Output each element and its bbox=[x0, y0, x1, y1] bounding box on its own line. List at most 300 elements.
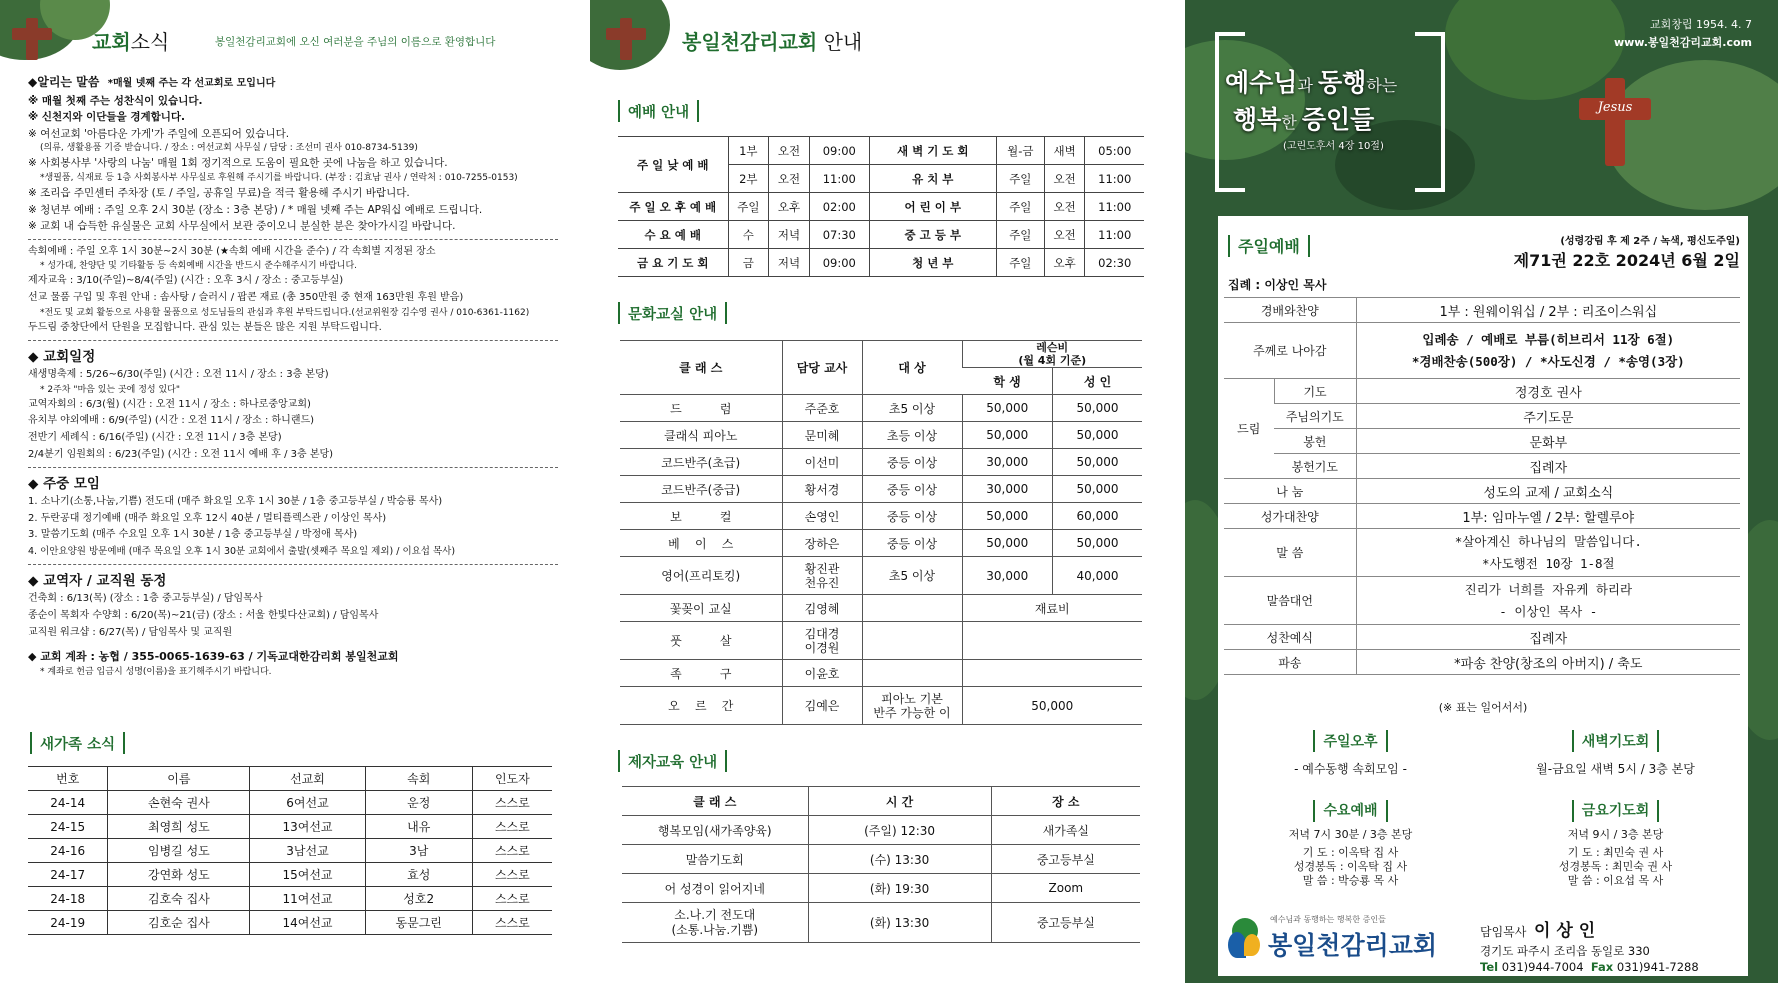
cell: 월-금 bbox=[996, 137, 1044, 165]
cell: 임병길 성도 bbox=[108, 839, 250, 863]
cell: 주 일 낮 예 배 bbox=[618, 137, 728, 193]
cell: 50,000 bbox=[962, 687, 1142, 725]
cell: 2부 bbox=[728, 165, 769, 193]
cell: 50,000 bbox=[1053, 476, 1142, 503]
cell: 기도 bbox=[1274, 379, 1356, 404]
cell: 저녁 bbox=[769, 221, 810, 249]
cover-panel bbox=[1185, 0, 1778, 983]
cell: 24-19 bbox=[28, 911, 108, 935]
order-row bbox=[1224, 323, 1740, 379]
order-row bbox=[1224, 298, 1740, 323]
frame-corner bbox=[1415, 32, 1445, 36]
cell: 11:00 bbox=[809, 165, 869, 193]
cell: (수) 13:30 bbox=[808, 845, 991, 874]
cell: 행복모임(새가족양육) bbox=[622, 816, 808, 845]
cell: 15여선교 bbox=[250, 863, 365, 887]
fri-text: 저녁 9시 / 3층 본당 bbox=[1567, 828, 1664, 841]
cell: 재료비 bbox=[962, 595, 1142, 622]
col-header: 담당 교사 bbox=[782, 341, 862, 395]
table-row bbox=[28, 887, 552, 911]
table-row bbox=[622, 845, 1140, 874]
church-logo bbox=[1228, 908, 1468, 968]
cell: 3남 bbox=[365, 839, 472, 863]
cell: 30,000 bbox=[962, 476, 1053, 503]
pastor-info: 담임목사 이 상 인 bbox=[1480, 921, 1596, 941]
notice-item: (의류, 생활용품 기증 받습니다. / 장소 : 여선교회 사무실 / 담당 : 조선미 권사 010-8734-5139) bbox=[40, 143, 418, 154]
notice-item: *전도 및 교회 활동으로 사용할 물품으로 성도님들의 관심과 후원 부탁드립니다.(선교위원장 김수영 권사 / 010-6361-1162) bbox=[40, 307, 530, 318]
weekly-heading: ◆ 주중 모임 bbox=[28, 476, 100, 493]
col-header: 학 생 bbox=[962, 368, 1053, 395]
notice-item: ※ 청년부 예배 : 주일 오후 2시 30분 (장소 : 3층 본당) / * 매월 넷째 주는 AP워십 예배로 드립니다. bbox=[28, 203, 483, 216]
table-row bbox=[620, 557, 1142, 595]
table-row bbox=[622, 903, 1140, 943]
account-note: * 계좌로 헌금 입금시 성명(이름)을 표기해주시기 바랍니다. bbox=[40, 666, 272, 677]
cell: 내유 bbox=[365, 815, 472, 839]
weekly-item: 1. 소나기(소통,나눔,기쁨) 전도대 (매주 화요일 오후 1시 30분 / 1층 중고등부실 / 박승룡 목사) bbox=[28, 496, 443, 508]
notice-item: ※ 사회봉사부 '사랑의 나눔' 매월 1회 정기적으로 도움이 필요한 곳에 나눔을 하고 있습니다. bbox=[28, 157, 448, 170]
website-link[interactable]: www.봉일천감리교회.com bbox=[1613, 36, 1752, 49]
cell: 스스로 bbox=[472, 887, 552, 911]
cell: 족 구 bbox=[620, 660, 782, 687]
table-header-row bbox=[620, 341, 1142, 368]
wed-line: 말 씀 : 박승룡 목 사 bbox=[1302, 874, 1399, 887]
frame-corner bbox=[1215, 32, 1245, 36]
cell: 09:00 bbox=[809, 249, 869, 277]
notice-item: 속회예배 : 주일 오후 1시 30분~2시 30분 (★속회 예배 시간을 준수) / 각 속회별 지정된 장소 bbox=[28, 245, 436, 257]
slogan: 예수님과 동행하는 행복한 증인들 (고린도후서 4장 10절) bbox=[1225, 68, 1398, 152]
cell: 중고등부실 bbox=[991, 903, 1140, 943]
cell: 운정 bbox=[365, 791, 472, 815]
table-header-row bbox=[622, 787, 1140, 816]
cell: 풋 살 bbox=[620, 622, 782, 660]
notice-item: *생필품, 식재료 등 1층 사회봉사부 사무실로 후원해 주시기를 바랍니다. (부장 : 김효남 권사 / 연락처 : 010-7255-0153) bbox=[40, 172, 518, 183]
cell: 50,000 bbox=[962, 395, 1053, 422]
staff-item: 건축회 : 6/13(목) (장소 : 1층 중고등부실) / 담임목사 bbox=[28, 593, 263, 605]
cell: 스스로 bbox=[472, 839, 552, 863]
logo-name: 봉일천감리교회 bbox=[1268, 931, 1438, 960]
cell bbox=[862, 660, 962, 687]
cell: 50,000 bbox=[1053, 530, 1142, 557]
divider bbox=[28, 239, 558, 240]
cell: 김영혜 bbox=[782, 595, 862, 622]
col-header: 인도자 bbox=[472, 767, 552, 791]
cell: (화) 13:30 bbox=[808, 903, 991, 943]
cell: 집례자 bbox=[1356, 454, 1740, 479]
col-header: 선교회 bbox=[250, 767, 365, 791]
cell: 영어(프리토킹) bbox=[620, 557, 782, 595]
wed-line: 성경봉독 : 이옥탁 집 사 bbox=[1293, 860, 1408, 873]
cell: 보 컬 bbox=[620, 503, 782, 530]
cell: 1부: 임마누엘 / 2부: 할렐루야 bbox=[1356, 504, 1740, 529]
cell: 말씀대언 bbox=[1224, 577, 1356, 625]
cell: 봉헌기도 bbox=[1274, 454, 1356, 479]
cell: 코드반주(중급) bbox=[620, 476, 782, 503]
order-row bbox=[1224, 379, 1740, 404]
worship-heading: 예배 안내 bbox=[618, 100, 699, 122]
cell bbox=[862, 595, 962, 622]
logo-tagline: 예수님과 동행하는 행복한 증인들 bbox=[1270, 915, 1386, 924]
table-row bbox=[622, 816, 1140, 845]
cell: 파송 bbox=[1224, 650, 1356, 675]
cell: 24-17 bbox=[28, 863, 108, 887]
cell: 새벽 bbox=[1044, 137, 1085, 165]
cell: 24-15 bbox=[28, 815, 108, 839]
cell: 말 씀 bbox=[1224, 529, 1356, 577]
cell: 50,000 bbox=[962, 530, 1053, 557]
cell: 오전 bbox=[769, 165, 810, 193]
notice-item: ※ 신천지와 이단들을 경계합니다. bbox=[28, 111, 186, 124]
cell: 오 르 간 bbox=[620, 687, 782, 725]
cell: 40,000 bbox=[1053, 557, 1142, 595]
table-row bbox=[620, 476, 1142, 503]
table-row bbox=[28, 863, 552, 887]
cell: 문미혜 bbox=[782, 422, 862, 449]
table-row bbox=[28, 839, 552, 863]
notice-item: 두드림 중창단에서 단원을 모집합니다. 관심 있는 분들은 많은 지원 부탁드립니다. bbox=[28, 321, 382, 333]
divider bbox=[28, 467, 558, 468]
cell: 금 요 기 도 회 bbox=[618, 249, 728, 277]
cell: 09:00 bbox=[809, 137, 869, 165]
table-row bbox=[620, 660, 1142, 687]
col-header: 번호 bbox=[28, 767, 108, 791]
table-row bbox=[620, 449, 1142, 476]
news-panel bbox=[0, 0, 590, 983]
col-header: 성 인 bbox=[1053, 368, 1142, 395]
cell: (주일) 12:30 bbox=[808, 816, 991, 845]
cell: (화) 19:30 bbox=[808, 874, 991, 903]
cell: 주준호 bbox=[782, 395, 862, 422]
cell: 스스로 bbox=[472, 911, 552, 935]
cell: 나 눔 bbox=[1224, 479, 1356, 504]
notice-item: ※ 조리읍 주민센터 주차장 (토 / 주일, 공휴일 무료)을 적극 활용해 주시기 바랍니다. bbox=[28, 186, 410, 199]
cell: 김대경 이경원 bbox=[782, 622, 862, 660]
cell: 11:00 bbox=[1085, 221, 1144, 249]
cell: 수 bbox=[728, 221, 769, 249]
address: 경기도 파주시 조리읍 동일로 330 bbox=[1480, 944, 1650, 958]
order-row bbox=[1224, 504, 1740, 529]
cell: 24-18 bbox=[28, 887, 108, 911]
cell: 24-14 bbox=[28, 791, 108, 815]
table-row bbox=[620, 687, 1142, 725]
cell: 13여선교 bbox=[250, 815, 365, 839]
dawn-text: 월-금요일 새벽 5시 / 3층 본당 bbox=[1536, 762, 1695, 776]
order-row bbox=[1224, 529, 1740, 577]
cell: 6여선교 bbox=[250, 791, 365, 815]
order-row bbox=[1224, 625, 1740, 650]
cross-text: Jesus bbox=[1597, 100, 1633, 115]
order-table bbox=[1224, 297, 1740, 675]
wed-line: 기 도 : 이옥탁 집 사 bbox=[1302, 846, 1399, 859]
cell: 청 년 부 bbox=[869, 249, 996, 277]
fri-line: 성경봉독 : 최민숙 권 사 bbox=[1558, 860, 1673, 873]
disciple-table bbox=[622, 786, 1140, 943]
cell: 30,000 bbox=[962, 449, 1053, 476]
cross-icon bbox=[8, 14, 56, 62]
col-header: 이름 bbox=[108, 767, 250, 791]
staff-item: 교직원 워크샵 : 6/27(목) / 담임목사 및 교직원 bbox=[28, 626, 233, 638]
frame-corner bbox=[1415, 188, 1445, 192]
cell: 50,000 bbox=[1053, 422, 1142, 449]
culture-table bbox=[620, 340, 1142, 725]
table-row bbox=[618, 249, 1144, 277]
col-header: 대 상 bbox=[862, 341, 962, 395]
cell: 중등 이상 bbox=[862, 503, 962, 530]
cell: 김예은 bbox=[782, 687, 862, 725]
page-title: 교회소식 bbox=[92, 30, 170, 54]
col-header: 속회 bbox=[365, 767, 472, 791]
table-row bbox=[618, 137, 1144, 165]
cell: 진리가 너희를 자유케 하리라 - 이상인 목사 - bbox=[1356, 577, 1740, 625]
cell: 오후 bbox=[1044, 249, 1085, 277]
afternoon-text: - 예수동행 속회모임 - bbox=[1294, 762, 1407, 776]
table-header-row bbox=[28, 767, 552, 791]
cell: 황서경 bbox=[782, 476, 862, 503]
cell: 드림 bbox=[1224, 379, 1274, 479]
table-row bbox=[28, 791, 552, 815]
table-row bbox=[620, 595, 1142, 622]
account-info: ◆ 교회 계좌 : 농협 / 355-0065-1639-63 / 기독교대한감리회 봉일천교회 bbox=[28, 650, 399, 664]
fri-line: 말 씀 : 이요섭 목 사 bbox=[1567, 874, 1664, 887]
col-header: 장 소 bbox=[991, 787, 1140, 816]
cell: *파송 찬양(창조의 아버지) / 축도 bbox=[1356, 650, 1740, 675]
cell: 동문그린 bbox=[365, 911, 472, 935]
order-row bbox=[1224, 650, 1740, 675]
notice-item: 선교 물품 구입 및 후원 안내 : 솜사탕 / 슬러시 / 팝콘 재료 (총 350만원 중 현재 163만원 후원 받음) bbox=[28, 291, 464, 303]
cell: 50,000 bbox=[962, 422, 1053, 449]
fri-block: 금요기도회 저녁 9시 / 3층 본당 기 도 : 최민숙 권 사 성경봉독 : 최민숙 권 사 말 씀 : 이요섭 목 사 bbox=[1483, 800, 1748, 888]
cell: 입례송 / 예배로 부름(히브리서 11장 6절) *경배찬송(500장) / *사도신경 / *송영(3장) bbox=[1356, 323, 1740, 379]
cell bbox=[962, 622, 1142, 660]
staff-item: 종순이 목회자 수양회 : 6/20(목)~21(금) (장소 : 서울 한빛다산교회) / 담임목사 bbox=[28, 610, 379, 622]
cell: 수 요 예 배 bbox=[618, 221, 728, 249]
col-header: 클 래 스 bbox=[622, 787, 808, 816]
cell: 스스로 bbox=[472, 791, 552, 815]
cell: 성찬예식 bbox=[1224, 625, 1356, 650]
cell: 새가족실 bbox=[991, 816, 1140, 845]
cross-icon bbox=[1579, 78, 1651, 166]
issue-text: 제71권 22호 2024년 6월 2일 bbox=[1513, 251, 1740, 270]
cell: 효성 bbox=[365, 863, 472, 887]
cell: 주일 bbox=[996, 249, 1044, 277]
founded-date: 교회창립 1954. 4. 7 bbox=[1650, 18, 1752, 31]
news-body bbox=[28, 74, 558, 679]
col-header: 레슨비 (월 4회 기준) bbox=[962, 341, 1142, 368]
table-row bbox=[620, 422, 1142, 449]
table-row bbox=[620, 622, 1142, 660]
schedule-item: 전반기 세례식 : 6/16(주일) (시간 : 오전 11시 / 3층 본당) bbox=[28, 431, 282, 443]
table-row bbox=[620, 530, 1142, 557]
cell: 주기도문 bbox=[1356, 404, 1740, 429]
cell: 50,000 bbox=[1053, 449, 1142, 476]
cell: 05:00 bbox=[1085, 137, 1144, 165]
cell: 60,000 bbox=[1053, 503, 1142, 530]
cell: 성도의 교제 / 교회소식 bbox=[1356, 479, 1740, 504]
cell: 11:00 bbox=[1085, 165, 1144, 193]
church-meta bbox=[1614, 16, 1752, 52]
cell: 금 bbox=[728, 249, 769, 277]
cell: 11:00 bbox=[1085, 193, 1144, 221]
wed-block: 수요예배 저녁 7시 30분 / 3층 본당 기 도 : 이옥탁 집 사 성경봉독 : 이옥탁 집 사 말 씀 : 박승룡 목 사 bbox=[1218, 800, 1483, 888]
cell: 꽃꽂이 교실 bbox=[620, 595, 782, 622]
notice-item: ※ 여선교회 '아름다운 가게'가 주일에 오픈되어 있습니다. bbox=[28, 127, 290, 140]
culture-heading: 문화교실 안내 bbox=[618, 302, 727, 324]
welcome-text: 봉일천감리교회에 오신 여러분을 주님의 이름으로 환영합니다 bbox=[215, 36, 496, 48]
cell: 중 고 등 부 bbox=[869, 221, 996, 249]
afternoon-block: 주일오후 - 예수동행 속회모임 - bbox=[1218, 730, 1483, 777]
divider bbox=[28, 340, 558, 341]
newfamily-heading: 새가족 소식 bbox=[30, 732, 125, 754]
cell: 1부 : 원웨이워십 / 2부 : 리조이스워십 bbox=[1356, 298, 1740, 323]
cell: 3남선교 bbox=[250, 839, 365, 863]
cell: 피아노 기본 반주 가능한 이 bbox=[862, 687, 962, 725]
cell: 소.나.기 전도대 (소통.나눔.기쁨) bbox=[622, 903, 808, 943]
cell: 김호숙 집사 bbox=[108, 887, 250, 911]
cell: 14여선교 bbox=[250, 911, 365, 935]
order-row bbox=[1224, 479, 1740, 504]
cell: 초5 이상 bbox=[862, 557, 962, 595]
cell: 저녁 bbox=[769, 249, 810, 277]
cell: 중고등부실 bbox=[991, 845, 1140, 874]
cell: 집례자 bbox=[1356, 625, 1740, 650]
cell: 성호2 bbox=[365, 887, 472, 911]
cell: 최영희 성도 bbox=[108, 815, 250, 839]
schedule-item: 새생명축제 : 5/26~6/30(주일) (시간 : 오전 11시 / 장소 : 3층 본당) bbox=[28, 369, 329, 381]
cell: 말씀기도회 bbox=[622, 845, 808, 874]
cell: 클래식 피아노 bbox=[620, 422, 782, 449]
cell: *살아계신 하나님의 말씀입니다. *사도행전 10장 1-8절 bbox=[1356, 529, 1740, 577]
cell: 50,000 bbox=[962, 503, 1053, 530]
verse-ref: (고린도후서 4장 10절) bbox=[1283, 141, 1384, 152]
cell: 코드반주(초급) bbox=[620, 449, 782, 476]
cross-icon bbox=[602, 14, 650, 62]
cell: 성가대찬양 bbox=[1224, 504, 1356, 529]
cell: 30,000 bbox=[962, 557, 1053, 595]
cell: 중등 이상 bbox=[862, 449, 962, 476]
table-row bbox=[618, 221, 1144, 249]
cell: 새 벽 기 도 회 bbox=[869, 137, 996, 165]
page-title: 봉일천감리교회 안내 bbox=[682, 30, 863, 54]
cell: 정경호 권사 bbox=[1356, 379, 1740, 404]
cell: 07:30 bbox=[809, 221, 869, 249]
frame-corner bbox=[1215, 188, 1245, 192]
cell: 1부 bbox=[728, 137, 769, 165]
cell: 이윤호 bbox=[782, 660, 862, 687]
weekly-item: 4. 이안요양원 방문예배 (매주 목요일 오후 1시 30분 교회에서 출발(셋째주 목요일 제외) / 이요섭 목사) bbox=[28, 545, 456, 557]
logo-icon bbox=[1228, 918, 1262, 958]
cell: 오전 bbox=[1044, 165, 1085, 193]
sunday-heading: 주일예배 bbox=[1228, 234, 1310, 257]
cell: 중등 이상 bbox=[862, 530, 962, 557]
dawn-block: 새벽기도회 월-금요일 새벽 5시 / 3층 본당 bbox=[1483, 730, 1748, 777]
table-row bbox=[620, 395, 1142, 422]
cell: 오전 bbox=[1044, 193, 1085, 221]
cell: 유 치 부 bbox=[869, 165, 996, 193]
order-row bbox=[1224, 454, 1740, 479]
cell: 스스로 bbox=[472, 863, 552, 887]
schedule-heading: ◆ 교회일정 bbox=[28, 349, 96, 366]
contact: Tel 031)944-7004 Fax 031)941-7288 bbox=[1480, 960, 1699, 974]
cell: 02:30 bbox=[1085, 249, 1144, 277]
cell: 베 이 스 bbox=[620, 530, 782, 557]
cell: 강연화 성도 bbox=[108, 863, 250, 887]
schedule-item: * 2주차 "마음 있는 곳에 정성 있다" bbox=[40, 384, 180, 395]
table-row bbox=[28, 911, 552, 935]
disciple-heading: 제자교육 안내 bbox=[618, 750, 727, 772]
cell: 주께로 나아감 bbox=[1224, 323, 1356, 379]
stand-note: (※ 표는 일어서서) bbox=[1438, 701, 1528, 714]
cell: 11여선교 bbox=[250, 887, 365, 911]
cell: 문화부 bbox=[1356, 429, 1740, 454]
staff-heading: ◆ 교역자 / 교직원 동정 bbox=[28, 573, 167, 590]
wed-text: 저녁 7시 30분 / 3층 본당 bbox=[1288, 828, 1413, 841]
cell: 주일 bbox=[996, 193, 1044, 221]
order-row bbox=[1224, 577, 1740, 625]
cell: 오전 bbox=[1044, 221, 1085, 249]
cell: 황진관 천유진 bbox=[782, 557, 862, 595]
cell: 김호순 집사 bbox=[108, 911, 250, 935]
table-row bbox=[618, 193, 1144, 221]
frame-right bbox=[1441, 32, 1445, 192]
cell: 중등 이상 bbox=[862, 476, 962, 503]
cell: 오후 bbox=[769, 193, 810, 221]
cell bbox=[962, 660, 1142, 687]
cell: 24-16 bbox=[28, 839, 108, 863]
notice-item: ※ 매월 첫째 주는 성찬식이 있습니다. bbox=[28, 94, 203, 107]
order-row bbox=[1224, 429, 1740, 454]
order-box bbox=[1218, 216, 1748, 976]
cell: 02:00 bbox=[809, 193, 869, 221]
cell: 50,000 bbox=[1053, 395, 1142, 422]
fri-line: 기 도 : 최민숙 권 사 bbox=[1567, 846, 1664, 859]
cell: 경배와찬양 bbox=[1224, 298, 1356, 323]
schedule-item: 2/4분기 임원회의 : 6/23(주일) (시간 : 오전 11시 예배 후 / 3층 본당) bbox=[28, 448, 334, 460]
cell: 주일 bbox=[996, 165, 1044, 193]
col-header: 시 간 bbox=[808, 787, 991, 816]
table-row bbox=[620, 503, 1142, 530]
cell: 봉헌 bbox=[1274, 429, 1356, 454]
cell: 장하은 bbox=[782, 530, 862, 557]
cell: 초5 이상 bbox=[862, 395, 962, 422]
cell: 초등 이상 bbox=[862, 422, 962, 449]
weekly-item: 2. 두란공대 정기예배 (매주 화요일 오후 12시 40분 / 멀티플렉스관 / 이상인 목사) bbox=[28, 512, 387, 524]
cell: Zoom bbox=[991, 874, 1140, 903]
cell: 이선미 bbox=[782, 449, 862, 476]
worship-table bbox=[618, 136, 1144, 277]
notice-item: 제자교육 : 3/10(주일)~8/4(주일) (시간 : 오후 3시 / 장소 : 중고등부실) bbox=[28, 275, 344, 287]
col-header: 클 래 스 bbox=[620, 341, 782, 395]
leader-text: 집례 : 이상인 목사 bbox=[1228, 278, 1327, 292]
table-row bbox=[28, 815, 552, 839]
order-row bbox=[1224, 404, 1740, 429]
notice-heading: ◆알리는 말씀 *매월 넷째 주는 각 선교회로 모입니다 bbox=[28, 75, 276, 89]
notice-item: * 성가대, 찬양단 및 기타활동 등 속회예배 시간을 반드시 준수해주시기 바랍니다. bbox=[40, 261, 358, 272]
cell: 어 린 이 부 bbox=[869, 193, 996, 221]
cell: 주님의기도 bbox=[1274, 404, 1356, 429]
cell: 오전 bbox=[769, 137, 810, 165]
cell: 손현숙 권사 bbox=[108, 791, 250, 815]
cell: 주일 bbox=[728, 193, 769, 221]
guide-panel bbox=[590, 0, 1185, 983]
cell: 손영인 bbox=[782, 503, 862, 530]
cell: 주일 bbox=[996, 221, 1044, 249]
cell: 드 럼 bbox=[620, 395, 782, 422]
weekly-item: 3. 말씀기도회 (매주 수요일 오후 1시 30분 / 1층 중고등부실 / 박정애 목사) bbox=[28, 529, 358, 541]
table-row bbox=[622, 874, 1140, 903]
notice-item: ※ 교회 내 습득한 유실물은 교회 사무실에서 보관 중이오니 분실한 분은 찾아가시길 바랍니다. bbox=[28, 220, 456, 233]
divider bbox=[28, 564, 558, 565]
cell: 스스로 bbox=[472, 815, 552, 839]
season-text: (성령강림 후 제 2주 / 녹색, 평신도주일) bbox=[1560, 236, 1740, 247]
